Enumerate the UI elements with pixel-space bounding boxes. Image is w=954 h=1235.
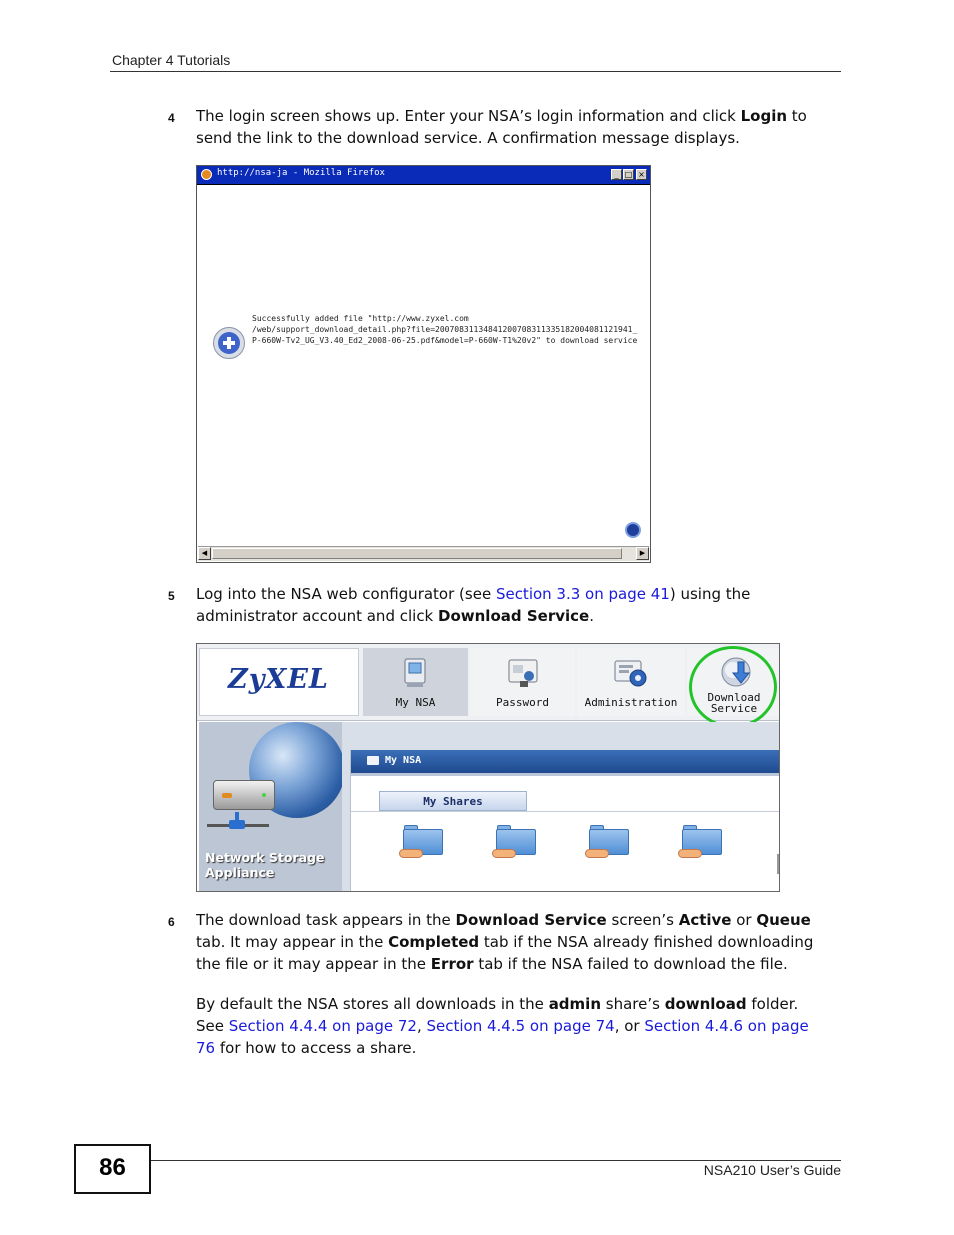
success-message-line-3: P-660W-Tv2_UG_V3.40_Ed2_2008-06-25.pdf&model=P-660W-T1%20v2" to download service — [252, 336, 638, 345]
step-6-l3-a: the file or it may appear in the — [196, 955, 431, 973]
step-5-text — [196, 583, 750, 627]
horizontal-scrollbar[interactable] — [198, 546, 649, 561]
step-4-bold-login: Login — [740, 107, 788, 125]
footer-rule — [151, 1160, 841, 1161]
note-l1-a: By default the NSA stores all downloads in the — [196, 995, 549, 1013]
nsa-left-panel — [199, 722, 342, 891]
step-4-text-c: to — [787, 107, 807, 125]
step-number: 6 — [168, 915, 175, 929]
add-icon-inner — [218, 332, 240, 354]
tab-my-shares-label: My Shares — [423, 795, 483, 808]
firefox-title: http://nsa-ja - Mozilla Firefox — [217, 168, 385, 178]
section-3-3-link[interactable]: Section 3.3 on page 41 — [495, 585, 670, 603]
step-6-l1-c: screen’s — [606, 911, 679, 929]
nav-administration-label: Administration — [584, 696, 678, 709]
firefox-titlebar — [197, 166, 650, 185]
page-number-box — [74, 1144, 151, 1194]
step-number: 5 — [168, 589, 175, 603]
scrollbar-thumb[interactable] — [212, 548, 622, 559]
panel-title-bar — [351, 750, 780, 773]
minimize-button[interactable]: _ — [611, 169, 622, 180]
tab-rule — [351, 811, 780, 812]
device-led — [222, 793, 232, 798]
password-icon — [506, 656, 540, 690]
step-6-bold-completed: Completed — [388, 933, 480, 951]
step-4-text-line2: send the link to the download service. A confirmation message displays. — [196, 129, 740, 147]
step-number: 4 — [168, 111, 175, 125]
zyxel-logo: ZyXEL — [228, 664, 329, 695]
step-6-l2-a: tab. It may appear in the — [196, 933, 389, 951]
computer-icon — [399, 656, 433, 690]
step-6-bold-queue: Queue — [756, 911, 811, 929]
step-6-text — [196, 909, 813, 975]
step-5-line2-c: . — [589, 607, 594, 625]
device-status-led — [262, 793, 266, 797]
share-hand — [399, 849, 423, 858]
note-l3-a: for how to access a share. — [215, 1039, 417, 1057]
note-l2-b: , — [416, 1017, 427, 1035]
nav-my-nsa-label: My NSA — [395, 696, 436, 709]
header-rule — [110, 71, 841, 72]
footer-guide-title: NSA210 User’s Guide — [703, 1162, 841, 1178]
status-icon — [625, 522, 641, 538]
step-5-bold-download-service: Download Service — [438, 607, 590, 625]
success-message-line-1: Successfully added file "http://www.zyxel.com — [252, 314, 469, 323]
nav-password[interactable] — [470, 648, 575, 716]
nav-my-nsa[interactable] — [363, 648, 468, 716]
section-4-4-6-link[interactable]: Section 4.4.6 on page — [644, 1017, 809, 1035]
scroll-right-button[interactable]: ▶ — [636, 547, 649, 560]
scroll-left-button[interactable]: ◀ — [198, 547, 211, 560]
section-4-4-5-link[interactable]: Section 4.4.5 on page 74 — [426, 1017, 615, 1035]
add-icon-v — [227, 337, 231, 349]
step-4-text-a: The login screen shows up. Enter your NSA’s login information and click — [196, 107, 741, 125]
nsa-top-nav — [197, 644, 779, 721]
nas-device-icon — [213, 780, 275, 810]
step-6-l2-c: tab if the NSA already finished downloading — [479, 933, 814, 951]
note-l2-a: See — [196, 1017, 229, 1035]
appliance-label-line1: Network Storage — [205, 850, 325, 865]
step-6-l1-e: or — [731, 911, 757, 929]
section-4-4-4-link[interactable]: Section 4.4.4 on page 72 — [228, 1017, 417, 1035]
note-paragraph — [196, 993, 809, 1059]
firefox-content — [198, 185, 649, 544]
nsa-main-area — [342, 722, 780, 891]
share-hand — [492, 849, 516, 858]
highlight-circle — [689, 646, 777, 728]
firefox-window-screenshot — [196, 165, 651, 563]
nav-administration[interactable] — [577, 648, 685, 716]
step-6-l3-c: tab if the NSA failed to download the file. — [473, 955, 788, 973]
share-hand — [678, 849, 702, 858]
shared-folder-icon[interactable] — [585, 825, 631, 859]
network-hub-icon — [229, 820, 245, 829]
my-nsa-panel — [350, 750, 780, 891]
shared-folder-icon[interactable] — [399, 825, 445, 859]
shared-folder-icon[interactable] — [492, 825, 538, 859]
share-hand — [585, 849, 609, 858]
close-button[interactable]: × — [636, 169, 647, 180]
panel-title: My NSA — [385, 755, 422, 766]
step-6-bold-download-service: Download Service — [455, 911, 607, 929]
note-bold-admin: admin — [548, 995, 601, 1013]
page-number: 86 — [99, 1154, 126, 1181]
nav-password-label: Password — [496, 696, 549, 709]
section-4-4-6-link-page[interactable]: 76 — [196, 1039, 216, 1057]
firefox-icon — [201, 169, 212, 180]
step-5-text-c: ) using the — [669, 585, 751, 603]
step-4-text — [196, 105, 807, 149]
step-5-text-a: Log into the NSA web configurator (see — [196, 585, 496, 603]
panel-scrollbar[interactable] — [777, 854, 780, 874]
step-5-line2-a: administrator account and click — [196, 607, 439, 625]
nav-download-label-line1: Download — [707, 691, 761, 704]
nsa-configurator-screenshot — [196, 643, 780, 892]
note-l1-c: share’s — [601, 995, 665, 1013]
maximize-button[interactable]: □ — [624, 170, 633, 179]
step-6-bold-active: Active — [678, 911, 732, 929]
folder-icon — [367, 756, 379, 765]
shared-folder-icon[interactable] — [678, 825, 724, 859]
note-l2-c: , or — [614, 1017, 645, 1035]
add-icon — [213, 327, 245, 359]
logo-box — [199, 648, 359, 716]
step-6-l1-a: The download task appears in the — [196, 911, 456, 929]
note-l1-e: folder. — [746, 995, 799, 1013]
gear-icon — [613, 656, 647, 690]
note-bold-download: download — [664, 995, 747, 1013]
step-6-bold-error: Error — [430, 955, 474, 973]
appliance-label-line2: Appliance — [205, 865, 275, 880]
panel-strip — [351, 773, 780, 776]
tab-my-shares[interactable] — [379, 791, 527, 811]
success-message-line-2: /web/support_download_detail.php?file=20070831134841200708311335182004081121941_ — [252, 325, 638, 334]
running-header: Chapter 4 Tutorials — [112, 52, 231, 68]
nav-download-label-line2: Service — [710, 702, 758, 715]
